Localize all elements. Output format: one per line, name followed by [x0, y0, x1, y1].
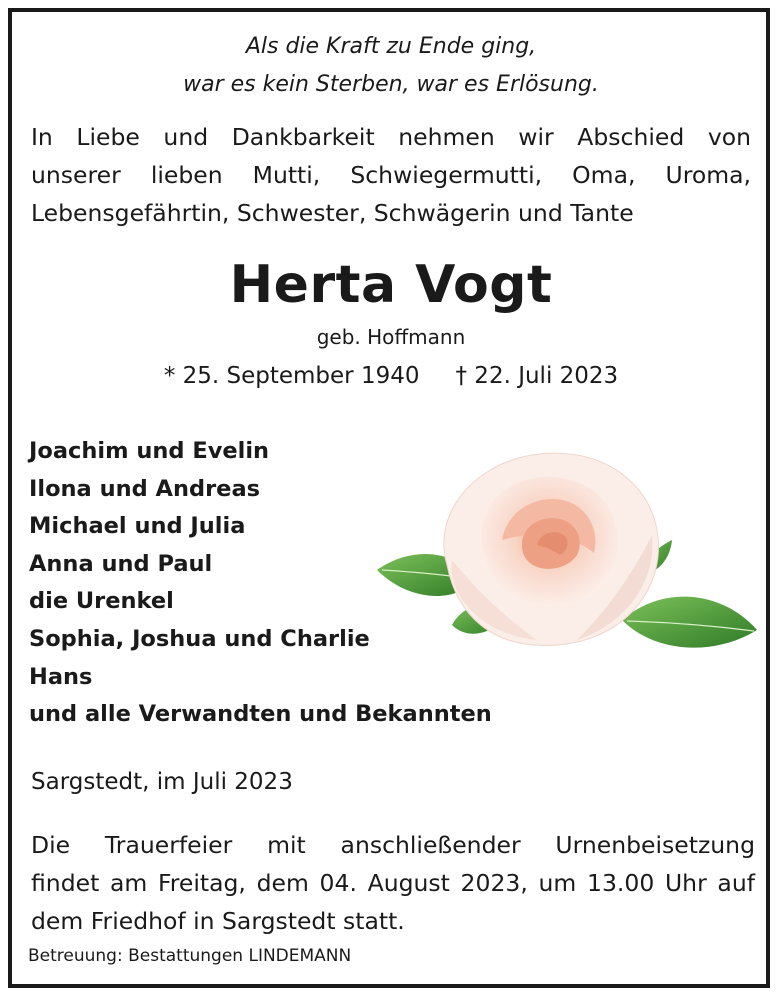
- mourner-line: Sophia, Joshua und Charlie: [29, 625, 370, 652]
- service-line-3: dem Friedhof in Sargstedt statt.: [31, 907, 405, 935]
- birth-name: geb. Hoffmann: [316, 325, 466, 349]
- funeral-home-credit: Betreuung: Bestattungen LINDEMANN: [28, 946, 352, 966]
- intro-text: [31, 118, 751, 232]
- mourner-line: Ilona und Andreas: [29, 475, 261, 502]
- intro-line-2: unserer lieben Mutti, Schwiegermutti, Oma, Uroma,: [31, 161, 751, 189]
- intro-line-3: Lebensgefährtin, Schwester, Schwägerin und Tante: [31, 199, 634, 227]
- mourner-line: Michael und Julia: [29, 513, 246, 540]
- service-info: [31, 826, 755, 940]
- rose-image: [372, 445, 762, 660]
- quote-line-2: war es kein Sterben, war es Erlösung.: [183, 72, 599, 97]
- mourner-line: Anna und Paul: [29, 550, 213, 577]
- quote: [0, 28, 782, 104]
- service-line-2: findet am Freitag, dem 04. August 2023, um 13.00 Uhr auf: [31, 869, 755, 897]
- mourner-line: Hans: [29, 663, 93, 690]
- quote-line-1: Als die Kraft zu Ende ging,: [245, 34, 537, 59]
- intro-line-1: In Liebe und Dankbarkeit nehmen wir Abschied von: [31, 123, 751, 151]
- birth-date: * 25. September 1940: [163, 363, 420, 389]
- mourner-line: und alle Verwandten und Bekannten: [29, 701, 492, 728]
- place-and-date: Sargstedt, im Juli 2023: [31, 769, 293, 795]
- mourner-line: Joachim und Evelin: [29, 438, 270, 464]
- deceased-name: Herta Vogt: [229, 255, 553, 315]
- death-date: † 22. Juli 2023: [455, 363, 619, 389]
- mourner-line: die Urenkel: [29, 588, 174, 615]
- service-line-1: Die Trauerfeier mit anschließender Urnenbeisetzung: [31, 831, 755, 859]
- life-dates: [0, 360, 782, 392]
